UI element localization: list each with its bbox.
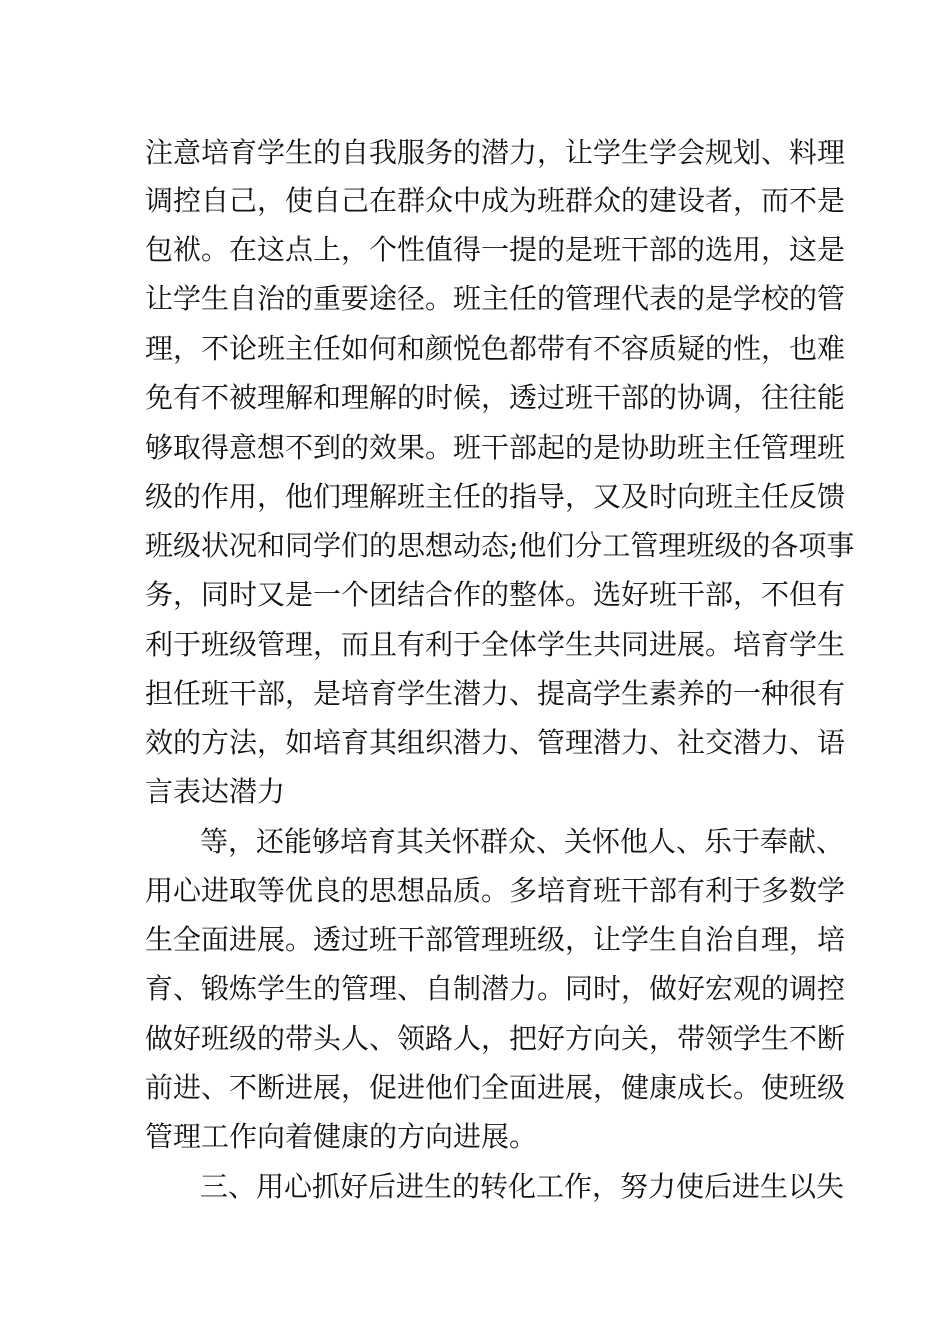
text-line: 注意培育学生的自我服务的潜力，让学生学会规划、料理 <box>145 136 846 169</box>
paragraph-first-line: 等，还能够培育其关怀群众、关怀他人、乐于奉献、 <box>200 825 845 858</box>
text-line: 理，不论班主任如何和颜悦色都带有不容质疑的性，也难 <box>145 332 846 365</box>
text-line: 级的作用，他们理解班主任的指导，又及时向班主任反馈 <box>145 480 846 513</box>
text-line: 让学生自治的重要途径。班主任的管理代表的是学校的管 <box>145 282 846 315</box>
text-line: 免有不被理解和理解的时候，透过班干部的协调，往往能 <box>145 381 846 414</box>
text-line: 利于班级管理，而且有利于全体学生共同进展。培育学生 <box>145 628 846 661</box>
text-line: 用心进取等优良的思想品质。多培育班干部有利于多数学 <box>145 874 846 907</box>
text-line: 调控自己，使自己在群众中成为班群众的建设者，而不是 <box>145 184 846 217</box>
text-line: 前进、不断进展，促进他们全面进展，健康成长。使班级 <box>145 1071 846 1104</box>
text-line: 够取得意想不到的效果。班干部起的是协助班主任管理班 <box>145 431 846 464</box>
text-line: 言表达潜力 <box>145 775 286 808</box>
text-line: 生全面进展。透过班干部管理班级，让学生自治自理，培 <box>145 923 846 956</box>
text-line: 管理工作向着健康的方向进展。 <box>145 1120 538 1153</box>
text-line: 班级状况和同学们的思想动态;他们分工管理班级的各项事 <box>145 529 855 562</box>
section-heading-line: 三、用心抓好后进生的转化工作，努力使后进生以失 <box>200 1170 845 1203</box>
text-line: 担任班干部，是培育学生潜力、提高学生素养的一种很有 <box>145 677 846 710</box>
text-line: 务，同时又是一个团结合作的整体。选好班干部，不但有 <box>145 578 846 611</box>
text-line: 包袱。在这点上，个性值得一提的是班干部的选用，这是 <box>145 233 846 266</box>
text-line: 育、锻炼学生的管理、自制潜力。同时，做好宏观的调控 <box>145 972 846 1005</box>
text-line: 做好班级的带头人、领路人，把好方向关，带领学生不断 <box>145 1022 846 1055</box>
text-line: 效的方法，如培育其组织潜力、管理潜力、社交潜力、语 <box>145 726 846 759</box>
